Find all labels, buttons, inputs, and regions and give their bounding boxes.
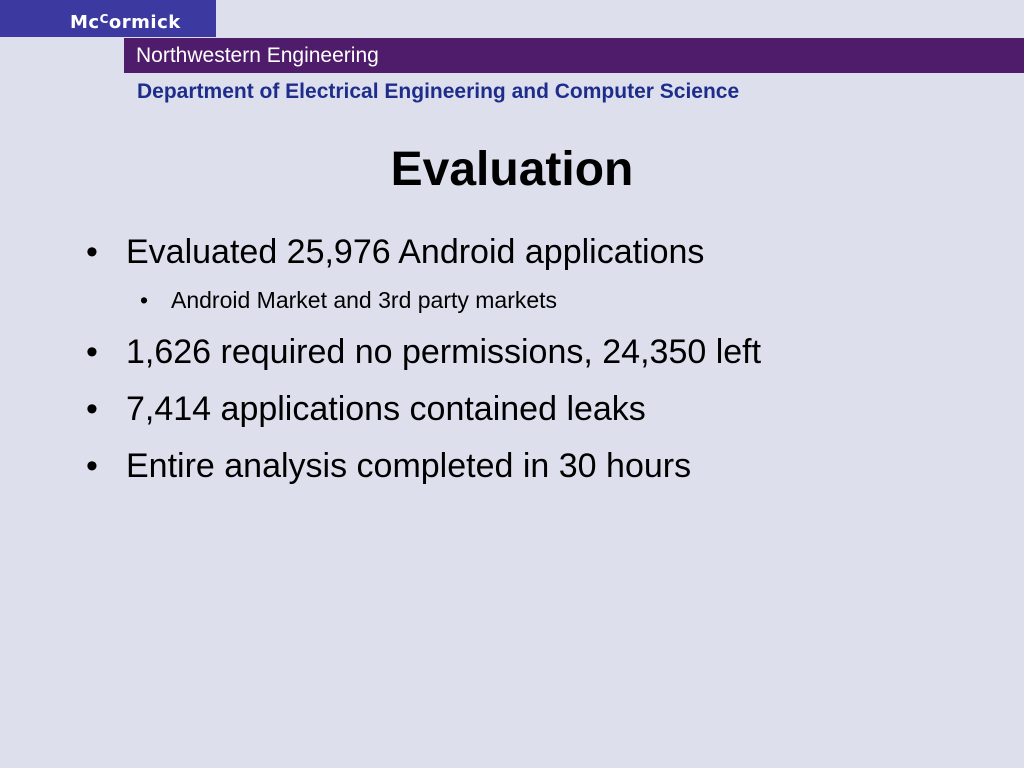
bullet-text: 1,626 required no permissions, 24,350 left	[126, 333, 762, 371]
bullet-item	[86, 332, 761, 372]
bullet-item	[86, 232, 704, 272]
sub-bullet-text: Android Market and 3rd party markets	[171, 287, 558, 313]
slide-title: Evaluation	[390, 143, 634, 196]
bullet-marker: •	[86, 233, 98, 271]
bullet-item	[86, 389, 646, 429]
logo-prefix: Mc	[70, 12, 100, 33]
logo-superscript: C	[99, 12, 109, 26]
department-name: Department of Electrical Engineering and Computer Science	[137, 80, 740, 103]
bullet-text: Entire analysis completed in 30 hours	[126, 447, 692, 485]
bullet-list	[86, 0, 1006, 768]
bullet-marker: •	[86, 447, 98, 485]
sub-bullet-item	[140, 286, 557, 314]
bullet-marker: •	[86, 390, 98, 428]
bullet-marker: •	[86, 333, 98, 371]
bullet-text: Evaluated 25,976 Android applications	[126, 233, 705, 271]
sub-bullet-marker: •	[140, 287, 149, 313]
school-name: Northwestern Engineering	[136, 44, 379, 67]
bullet-text: 7,414 applications contained leaks	[126, 390, 646, 428]
logo-rest: ormick	[108, 12, 181, 33]
bullet-item	[86, 446, 691, 486]
